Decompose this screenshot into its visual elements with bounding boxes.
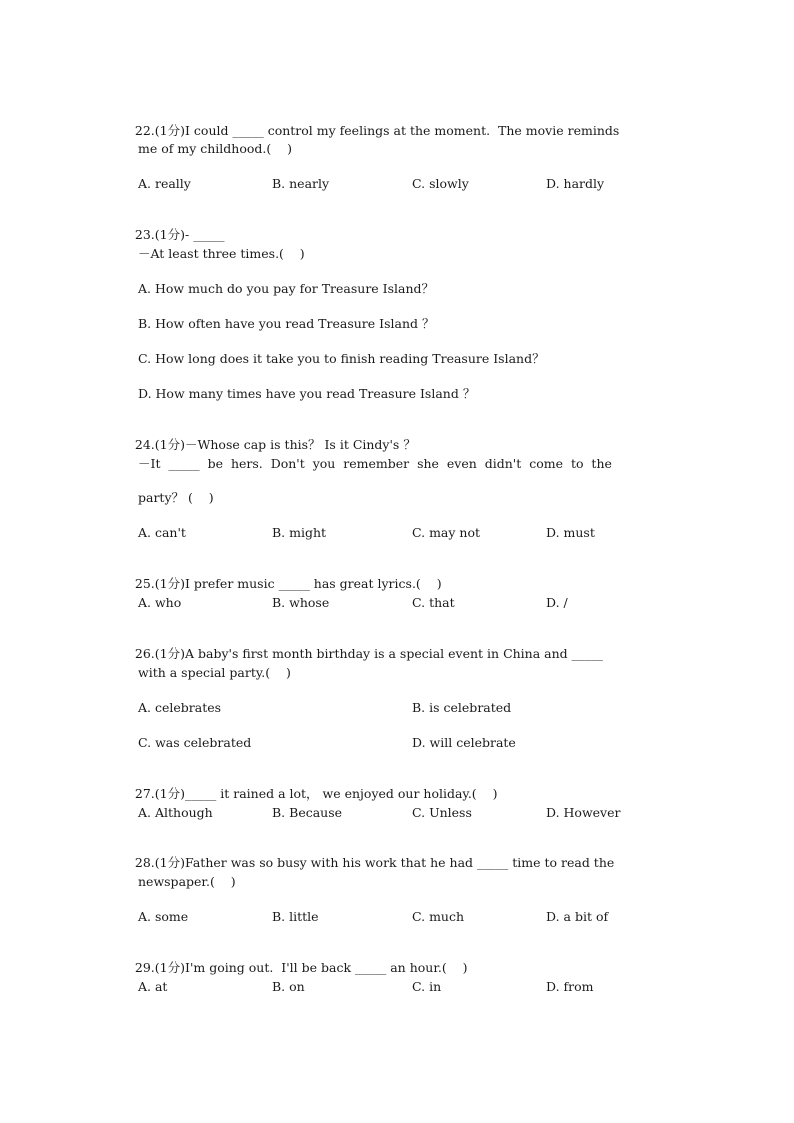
q29-option-c[interactable]: C. in (412, 979, 442, 994)
q22-option-c[interactable]: C. slowly (412, 176, 469, 191)
question-text: A baby's first month birthday is a special event in China and _____ (185, 646, 603, 661)
question-text: I'm going out. I'll be back _____ an hour.( ) (185, 960, 468, 975)
q27-option-a[interactable]: A. Although (138, 805, 213, 820)
q24-option-a[interactable]: A. can't (138, 525, 186, 540)
q22-option-a[interactable]: A. really (138, 176, 191, 191)
q28-option-c[interactable]: C. much (412, 909, 465, 924)
question-number: 24. (134, 437, 155, 452)
q29-option-a[interactable]: A. at (138, 979, 168, 994)
q23-option-d[interactable]: D. How many times have you read Treasure Island ？ (138, 386, 476, 401)
question-number: 25. (134, 576, 155, 591)
question-number: 28. (134, 855, 155, 870)
q26-option-a[interactable]: A. celebrates (138, 700, 222, 715)
question-text: - _____ (185, 227, 225, 242)
question-22-line-2: me of my childhood.( ) (138, 141, 293, 156)
q24-option-c[interactable]: C. may not (412, 525, 481, 540)
q23-option-a[interactable]: A. How much do you pay for Treasure Island？ (138, 281, 435, 296)
question-number: 27. (134, 786, 155, 801)
q24-option-b[interactable]: B. might (272, 525, 327, 540)
question-text: I could _____ control my feelings at the moment. The movie reminds (185, 123, 620, 138)
question-score: (1分) (154, 786, 186, 801)
q25-option-a[interactable]: A. who (138, 595, 182, 610)
question-text: Father was so busy with his work that he had _____ time to read the (185, 855, 615, 870)
q26-option-b[interactable]: B. is celebrated (412, 700, 512, 715)
q28-option-a[interactable]: A. some (138, 909, 189, 924)
q23-option-c[interactable]: C. How long does it take you to finish reading Treasure Island？ (138, 351, 545, 366)
q27-option-d[interactable]: D. However (546, 805, 621, 820)
question-score: (1分) (154, 646, 186, 661)
q27-option-c[interactable]: C. Unless (412, 805, 472, 820)
question-23-line-2: －At least three times.( ) (138, 246, 305, 261)
question-score: (1分) (154, 227, 186, 242)
question-text: －Whose cap is this？ Is it Cindy's ？ (185, 437, 416, 452)
question-24-line-2: －It _____ be hers. Don't you remember she even didn't come to the (138, 456, 612, 471)
q28-option-d[interactable]: D. a bit of (546, 909, 609, 924)
question-number: 26. (134, 646, 155, 661)
question-number: 29. (134, 960, 155, 975)
question-score: (1分) (154, 437, 186, 452)
q26-option-c[interactable]: C. was celebrated (138, 735, 252, 750)
question-28-line-2: newspaper.( ) (138, 874, 236, 889)
question-26-line-2: with a special party.( ) (138, 665, 291, 680)
question-text: I prefer music _____ has great lyrics.( ) (185, 576, 442, 591)
question-24-line-3: party？ ( ) (138, 490, 214, 505)
question-number: 22. (134, 123, 155, 138)
question-score: (1分) (154, 123, 186, 138)
q29-option-d[interactable]: D. from (546, 979, 594, 994)
q22-option-d[interactable]: D. hardly (546, 176, 605, 191)
q25-option-b[interactable]: B. whose (272, 595, 330, 610)
q27-option-b[interactable]: B. Because (272, 805, 343, 820)
q28-option-b[interactable]: B. little (272, 909, 319, 924)
question-text: _____ it rained a lot， we enjoyed our holiday.( ) (185, 786, 498, 801)
q29-option-b[interactable]: B. on (272, 979, 305, 994)
q25-option-d[interactable]: D. / (546, 595, 568, 610)
q23-option-b[interactable]: B. How often have you read Treasure Island ？ (138, 316, 435, 331)
question-score: (1分) (154, 960, 186, 975)
question-score: (1分) (154, 855, 186, 870)
q22-option-b[interactable]: B. nearly (272, 176, 330, 191)
question-score: (1分) (154, 576, 186, 591)
q24-option-d[interactable]: D. must (546, 525, 595, 540)
q26-option-d[interactable]: D. will celebrate (412, 735, 516, 750)
q25-option-c[interactable]: C. that (412, 595, 455, 610)
question-number: 23. (134, 227, 155, 242)
